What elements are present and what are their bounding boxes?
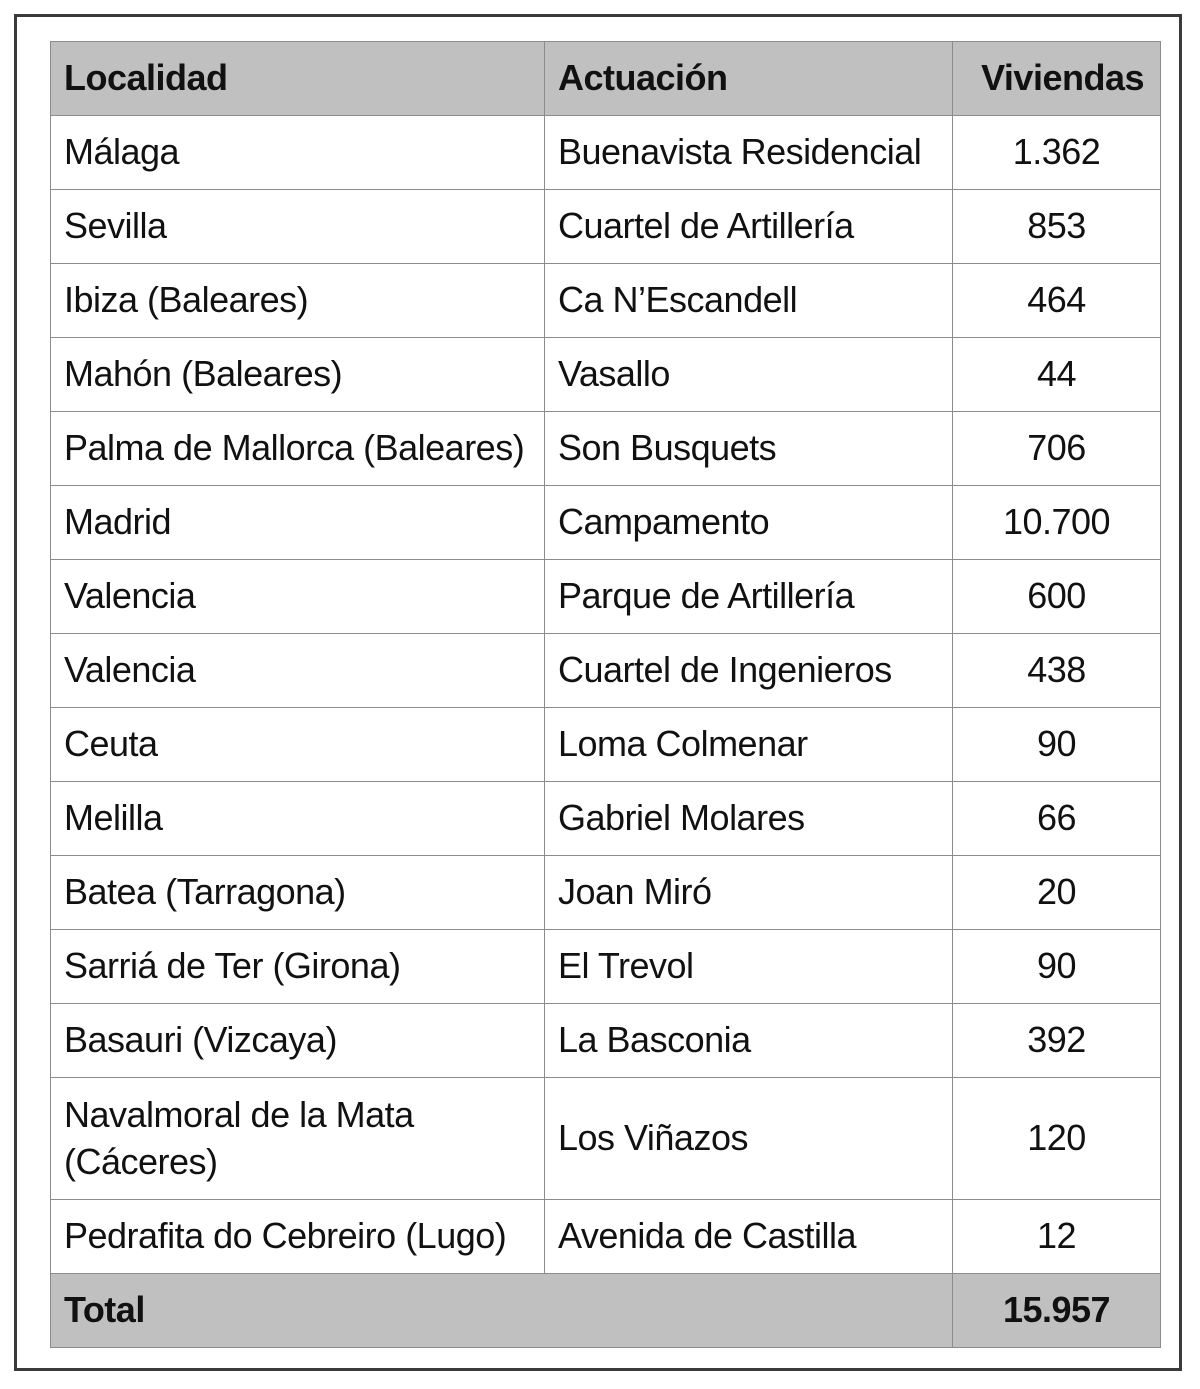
cell-viviendas: 120 <box>953 1078 1161 1200</box>
cell-localidad: Palma de Mallorca (Baleares) <box>51 412 545 486</box>
table-row <box>51 338 1161 412</box>
table-row <box>51 486 1161 560</box>
header-actuacion: Actuación <box>545 42 953 116</box>
table-row <box>51 560 1161 634</box>
table-row <box>51 634 1161 708</box>
cell-actuacion: Parque de Artillería <box>545 560 953 634</box>
cell-viviendas: 438 <box>953 634 1161 708</box>
cell-viviendas: 10.700 <box>953 486 1161 560</box>
table-row <box>51 1078 1161 1200</box>
cell-localidad: Ceuta <box>51 708 545 782</box>
cell-actuacion: Vasallo <box>545 338 953 412</box>
cell-viviendas: 600 <box>953 560 1161 634</box>
table-row <box>51 782 1161 856</box>
total-value: 15.957 <box>953 1274 1161 1348</box>
cell-viviendas: 44 <box>953 338 1161 412</box>
cell-viviendas: 90 <box>953 930 1161 1004</box>
header-row <box>51 42 1161 116</box>
cell-actuacion: Buenavista Residencial <box>545 116 953 190</box>
cell-actuacion: El Trevol <box>545 930 953 1004</box>
cell-actuacion: Cuartel de Artillería <box>545 190 953 264</box>
cell-localidad: Batea (Tarragona) <box>51 856 545 930</box>
cell-viviendas: 392 <box>953 1004 1161 1078</box>
cell-actuacion: Son Busquets <box>545 412 953 486</box>
cell-actuacion: Joan Miró <box>545 856 953 930</box>
cell-localidad: Málaga <box>51 116 545 190</box>
table-row <box>51 1200 1161 1274</box>
cell-viviendas: 66 <box>953 782 1161 856</box>
cell-localidad: Pedrafita do Cebreiro (Lugo) <box>51 1200 545 1274</box>
cell-viviendas: 853 <box>953 190 1161 264</box>
cell-localidad: Navalmoral de la Mata (Cáceres) <box>51 1078 545 1200</box>
cell-actuacion: Gabriel Molares <box>545 782 953 856</box>
table-row <box>51 1004 1161 1078</box>
table-row <box>51 856 1161 930</box>
header-localidad: Localidad <box>51 42 545 116</box>
cell-localidad: Sevilla <box>51 190 545 264</box>
cell-actuacion: Loma Colmenar <box>545 708 953 782</box>
cell-localidad: Sarriá de Ter (Girona) <box>51 930 545 1004</box>
cell-actuacion: Avenida de Castilla <box>545 1200 953 1274</box>
cell-localidad: Valencia <box>51 560 545 634</box>
header-viviendas: Viviendas <box>953 42 1161 116</box>
cell-viviendas: 1.362 <box>953 116 1161 190</box>
cell-actuacion: Ca N’Escandell <box>545 264 953 338</box>
cell-viviendas: 90 <box>953 708 1161 782</box>
table-row <box>51 412 1161 486</box>
cell-actuacion: Campamento <box>545 486 953 560</box>
total-row <box>51 1274 1161 1348</box>
cell-viviendas: 20 <box>953 856 1161 930</box>
cell-actuacion: La Basconia <box>545 1004 953 1078</box>
table-row <box>51 190 1161 264</box>
cell-localidad: Mahón (Baleares) <box>51 338 545 412</box>
cell-localidad: Melilla <box>51 782 545 856</box>
cell-localidad: Madrid <box>51 486 545 560</box>
housing-table <box>50 41 1161 1348</box>
cell-viviendas: 464 <box>953 264 1161 338</box>
cell-localidad: Basauri (Vizcaya) <box>51 1004 545 1078</box>
cell-viviendas: 706 <box>953 412 1161 486</box>
table-row <box>51 930 1161 1004</box>
table-row <box>51 264 1161 338</box>
table-row <box>51 708 1161 782</box>
cell-localidad: Valencia <box>51 634 545 708</box>
total-label: Total <box>51 1274 953 1348</box>
cell-viviendas: 12 <box>953 1200 1161 1274</box>
table-row <box>51 116 1161 190</box>
cell-actuacion: Cuartel de Ingenieros <box>545 634 953 708</box>
cell-localidad: Ibiza (Baleares) <box>51 264 545 338</box>
cell-actuacion: Los Viñazos <box>545 1078 953 1200</box>
